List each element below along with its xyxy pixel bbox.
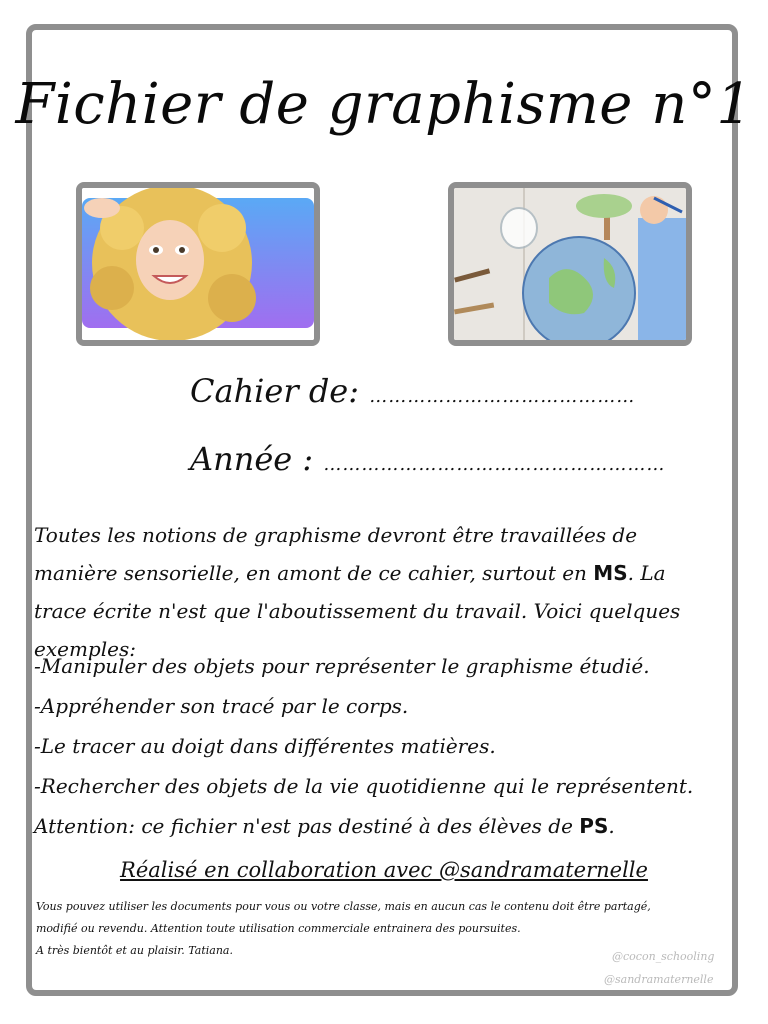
examples-list (34, 646, 724, 846)
intro-text-2: . La trace écrite n'est que l'aboutissement du travail. Voici quelques exemples: (34, 561, 681, 661)
disclaimer-line: modifié ou revendu. Attention toute utilisation commerciale entrainera des poursuites. (36, 922, 521, 935)
cahier-field (190, 372, 635, 410)
annee-dots: ……………………………………………… (323, 454, 666, 475)
page-border (26, 24, 738, 996)
attention-line (34, 806, 724, 846)
annee-label: Année : (190, 440, 314, 478)
child-drawing-photo (448, 182, 692, 346)
disclaimer-line: Vous pouvez utiliser les documents pour vous ou votre classe, mais en aucun cas le contenu doit être partagé, (36, 900, 651, 913)
page-title: Fichier de graphisme n°1 (15, 72, 753, 137)
watermark-cocon: @cocon_schooling (612, 950, 715, 963)
list-item: -Rechercher des objets de la vie quotidienne qui le représentent. (34, 774, 694, 798)
list-item: -Le tracer au doigt dans différentes matières. (34, 734, 496, 758)
annee-field (190, 440, 665, 478)
ps-label: PS (579, 814, 609, 838)
ms-label: MS (593, 561, 628, 585)
collaboration-credit: Réalisé en collaboration avec @sandramaternelle (120, 858, 648, 882)
cahier-dots: …………………………………… (369, 386, 636, 407)
cahier-label: Cahier de: (190, 372, 360, 410)
disclaimer-line: A très bientôt et au plaisir. Tatiana. (36, 944, 233, 957)
intro-text-1: Toutes les notions de graphisme devront être travaillées de manière sensorielle, en amont de ce cahier, surtout en (34, 523, 638, 585)
avatar-image (76, 182, 320, 346)
attention-end: . (608, 814, 615, 838)
list-item: -Appréhender son tracé par le corps. (34, 694, 409, 718)
watermark-sandra: @sandramaternelle (604, 973, 714, 986)
list-item: -Manipuler des objets pour représenter le graphisme étudié. (34, 654, 650, 678)
attention-text: Attention: ce fichier n'est pas destiné à des élèves de (34, 814, 580, 838)
